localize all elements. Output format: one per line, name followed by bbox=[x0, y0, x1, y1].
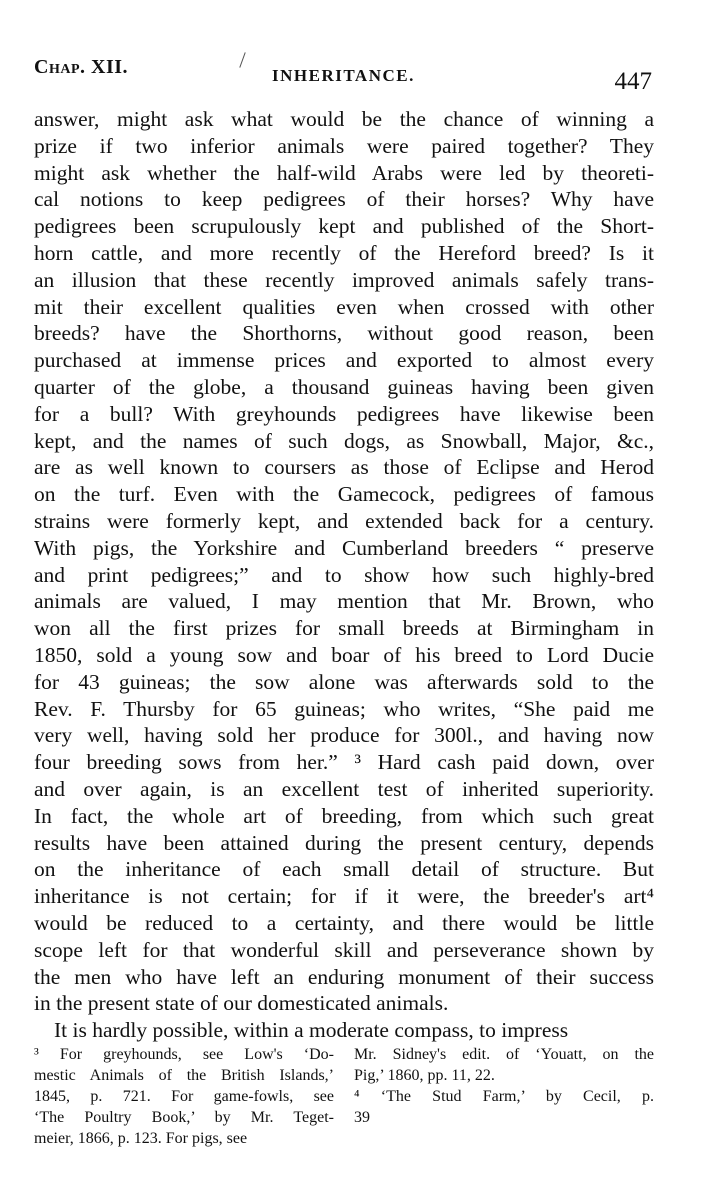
footnote-line: mestic Animals of the British Islands,’ bbox=[34, 1067, 334, 1084]
text-line: in the present state of our domesticated animals. bbox=[34, 991, 449, 1016]
text-line: for 43 guineas; the sow alone was afterwards sold to the bbox=[34, 669, 654, 694]
text-line: It is hardly possible, within a moderate compass, to impress bbox=[54, 1018, 569, 1043]
text-line: would be reduced to a certainty, and there would be little bbox=[34, 910, 654, 935]
footnote-line: Pig,’ 1860, pp. 11, 22. bbox=[354, 1067, 495, 1084]
text-line: animals are valued, I may mention that Mr. Brown, who bbox=[34, 589, 654, 614]
footnote-line: 1845, p. 721. For game-fowls, see bbox=[34, 1088, 334, 1105]
footnote-line: ‘The Poultry Book,’ by Mr. Teget- bbox=[34, 1109, 334, 1126]
footnotes-left-column bbox=[34, 1044, 334, 1149]
text-line: on the turf. Even with the Gamecock, pedigrees of famous bbox=[34, 482, 654, 507]
text-line: 1850, sold a young sow and boar of his breed to Lord Ducie bbox=[34, 642, 654, 667]
page-number: 447 bbox=[614, 68, 652, 95]
text-line: strains were formerly kept, and extended back for a century. bbox=[34, 508, 654, 533]
text-line: quarter of the globe, a thousand guineas having been given bbox=[34, 374, 654, 399]
text-line: very well, having sold her produce for 300l., and having now bbox=[34, 723, 654, 748]
running-title: INHERITANCE. bbox=[272, 66, 415, 85]
text-line: results have been attained during the present century, depends bbox=[34, 830, 654, 855]
body-text bbox=[34, 106, 654, 1044]
text-line: won all the first prizes for small breeds at Birmingham in bbox=[34, 616, 654, 641]
footnotes-right-column bbox=[354, 1044, 654, 1149]
text-line: are as well known to coursers as those of Eclipse and Herod bbox=[34, 455, 654, 480]
text-line: kept, and the names of such dogs, as Snowball, Major, &c., bbox=[34, 428, 654, 453]
text-line: cal notions to keep pedigrees of their horses? Why have bbox=[34, 187, 654, 212]
footnote-line: Mr. Sidney's edit. of ‘Youatt, on the bbox=[354, 1046, 654, 1063]
text-line: answer, might ask what would be the chance of winning a bbox=[34, 107, 654, 131]
text-line: and print pedigrees;” and to show how such highly-bred bbox=[34, 562, 654, 587]
text-line: mit their excellent qualities even when crossed with other bbox=[34, 294, 654, 319]
chapter-label: Chap. XII. bbox=[34, 56, 129, 78]
text-line: on the inheritance of each small detail of structure. But bbox=[34, 857, 654, 882]
text-line: might ask whether the half-wild Arabs were led by theoreti- bbox=[34, 160, 654, 185]
footnote-line: ³ For greyhounds, see Low's ‘Do- bbox=[34, 1046, 334, 1063]
text-line: inheritance is not certain; for if it were, the breeder's art⁴ bbox=[34, 884, 654, 909]
text-line: purchased at immense prices and exported to almost every bbox=[34, 348, 654, 373]
text-line: With pigs, the Yorkshire and Cumberland breeders “ preserve bbox=[34, 535, 654, 560]
text-line: for a bull? With greyhounds pedigrees have likewise been bbox=[34, 401, 654, 426]
footnote-line: ⁴ ‘The Stud Farm,’ by Cecil, p. bbox=[354, 1088, 654, 1105]
text-line: and over again, is an excellent test of inherited superiority. bbox=[34, 776, 654, 801]
text-line: an illusion that these recently improved animals safely trans- bbox=[34, 267, 654, 292]
footnotes bbox=[34, 1044, 654, 1149]
text-line: scope left for that wonderful skill and perseverance shown by bbox=[34, 937, 654, 962]
text-line: four breeding sows from her.” ³ Hard cash paid down, over bbox=[34, 750, 654, 775]
text-line: Rev. F. Thursby for 65 guineas; who writes, “She paid me bbox=[34, 696, 654, 721]
print-mark bbox=[239, 52, 245, 67]
text-line: pedigrees been scrupulously kept and published of the Short- bbox=[34, 214, 654, 239]
text-line: In fact, the whole art of breeding, from which such great bbox=[34, 803, 654, 828]
text-line: prize if two inferior animals were paired together? They bbox=[34, 133, 654, 158]
text-line: horn cattle, and more recently of the Hereford breed? Is it bbox=[34, 240, 654, 265]
text-line: breeds? have the Shorthorns, without good reason, been bbox=[34, 321, 654, 346]
footnote-line: 39 bbox=[354, 1109, 370, 1126]
footnote-line: meier, 1866, p. 123. For pigs, see bbox=[34, 1130, 248, 1147]
text-line: the men who have left an enduring monument of their success bbox=[34, 964, 654, 989]
